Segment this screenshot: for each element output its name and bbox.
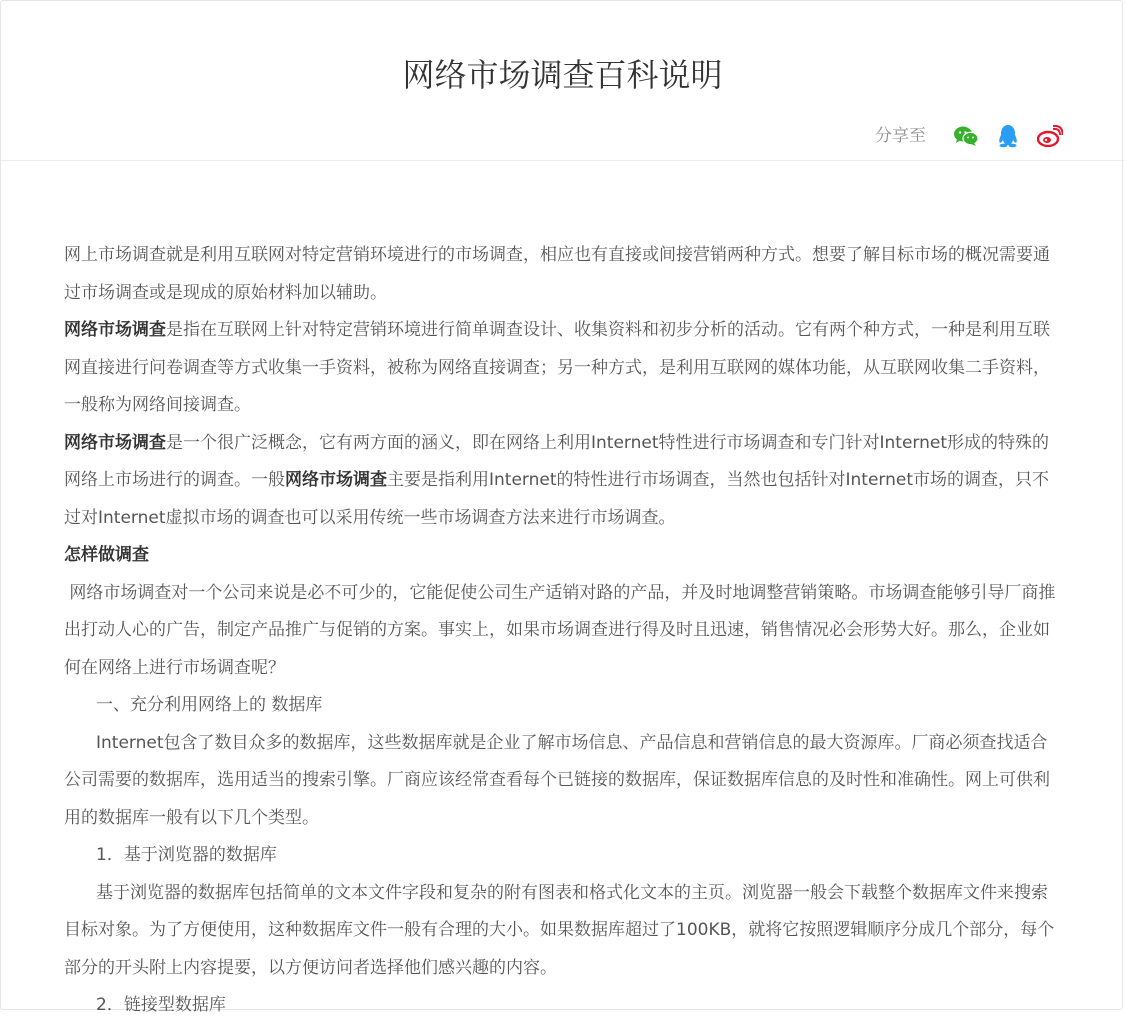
article-body (64, 237, 1064, 1025)
paragraph (64, 312, 1064, 425)
article-header (1, 1, 1124, 161)
paragraph-text: 是一个很广泛概念，它有两方面的涵义，即在网络上利用Internet特性进行市场调查和专门针对Internet形成的特殊的网络上市场进行的调查。一般 (64, 432, 1050, 490)
subsection-heading: 2．链接型数据库 (96, 995, 226, 1015)
paragraph (64, 237, 1064, 312)
term-highlight: 网络市场调查 (64, 432, 166, 453)
section-heading: 怎样做调查 (64, 545, 149, 565)
paragraph: Internet包含了数目众多的数据库，这些数据库就是企业了解市场信息、产品信息和营销信息的最大资源库。厂商必须查找适合公司需要的数据库，选用适当的搜索引擎。厂商应该经常查看每个已链接的数据库，保证数据库信息的及时性和准确性。网上可供利用的数据库一般有以下几个类型。 (64, 732, 1050, 828)
subsection-heading: 1．基于浏览器的数据库 (96, 845, 277, 865)
qq-icon[interactable] (994, 122, 1022, 150)
term-highlight: 网络市场调查 (285, 470, 387, 490)
wechat-icon[interactable] (952, 122, 980, 150)
page-title: 网络市场调查百科说明 (402, 56, 723, 94)
share-label: 分享至 (875, 126, 926, 146)
paragraph-text: 主要是指利用Internet的特性进行市场调查，当然也包括针对Internet市场的调查，只不过对Internet虚拟市场的调查也可以采用传统一些市场调查方法来进行市场调查。 (64, 470, 1050, 528)
paragraph-text: 是指在互联网上针对特定营销环境进行简单调查设计、收集资料和初步分析的活动。它有两个种方式，一种是利用互联网直接进行问卷调查等方式收集一手资料，被称为网络直接调查；另一种方式，是利用互联网的媒体功能，从互联网收集二手资料，一般称为网络间接调查。 (64, 320, 1050, 415)
share-bar (875, 122, 1064, 150)
term-highlight: 网上市场调查 (64, 245, 166, 265)
weibo-icon[interactable] (1036, 122, 1064, 150)
paragraph-text: 就是利用互联网对特定营销环境进行的市场调查，相应也有直接或间接营销两种方式。想要了解目标市场的概况需要通过市场调查或是现成的原始材料加以辅助。 (64, 245, 1050, 303)
paragraph: 基于浏览器的数据库包括简单的文本文件字段和复杂的附有图表和格式化文本的主页。浏览器一般会下载整个数据库文件来搜索目标对象。为了方便使用，这种数据库文件一般有合理的大小。如果数据库超过了100KB，就将它按照逻辑顺序分成几个部分，每个部分的开头附上内容提要，以方便访问者选择他们感兴趣的内容。 (64, 882, 1055, 978)
paragraph: 网络市场调查对一个公司来说是必不可少的，它能促使公司生产适销对路的产品，并及时地调整营销策略。市场调查能够引导厂商推出打动人心的广告，制定产品推广与促销的方案。事实上，如果市场调查进行得及时且迅速，销售情况必会形势大好。那么，企业如何在网络上进行市场调查呢？ (64, 582, 1056, 678)
term-highlight: 网络市场调查 (64, 320, 166, 340)
subsection-heading: 一、充分利用网络上的 数据库 (96, 695, 323, 715)
paragraph (64, 425, 1064, 538)
